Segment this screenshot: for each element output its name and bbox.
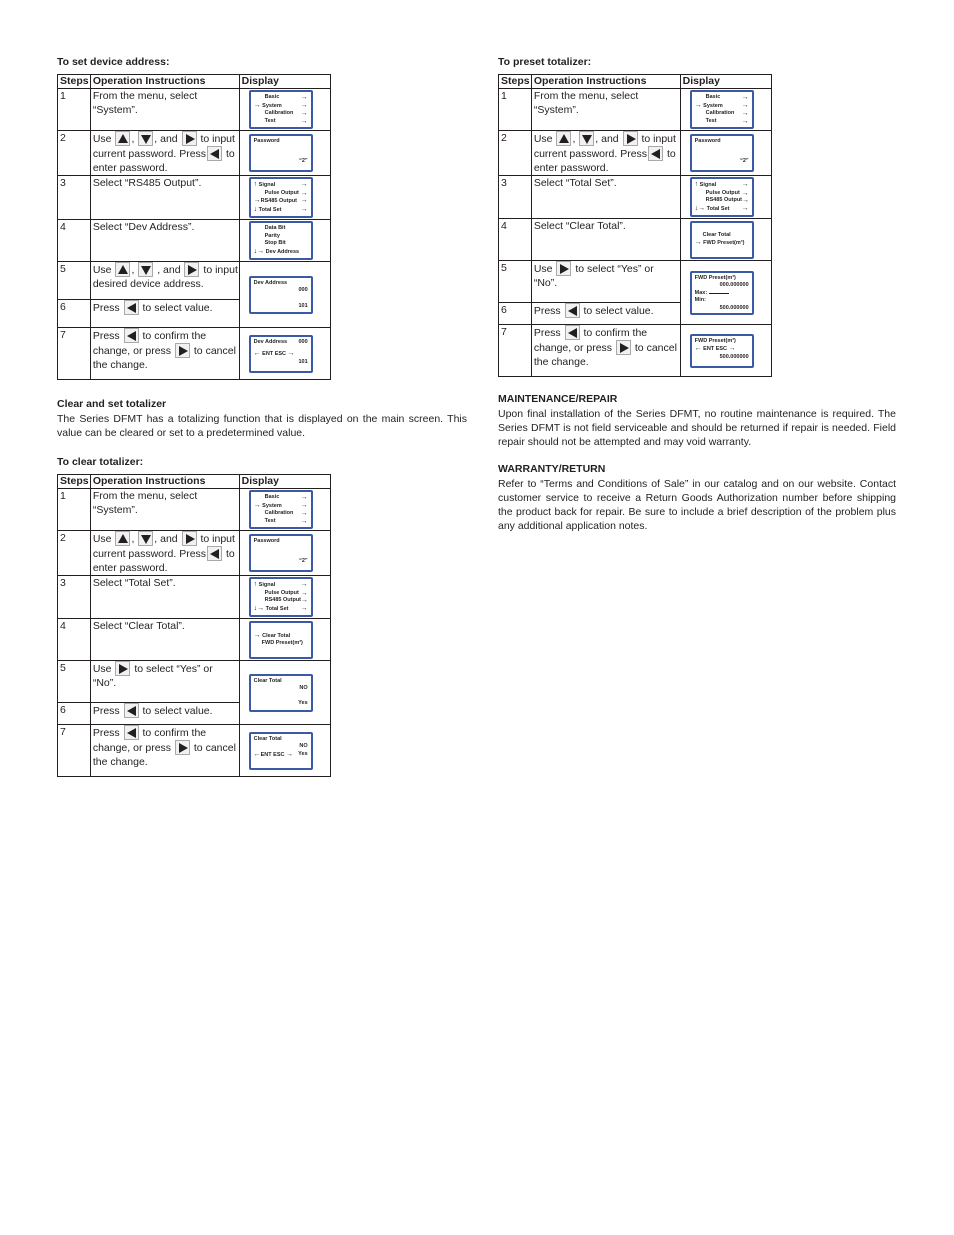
arrow-right-icon: → [253,197,261,204]
clear-totalizer-heading: To clear totalizer: [57,456,144,468]
arrow-right-icon: → [741,101,749,109]
table-row: 4 Select “Clear Total”. Clear Total → FWD Preset(m³) [499,219,772,261]
right-key-icon [175,740,190,755]
device-address-table [57,74,331,380]
lcd-clear-total: Clear Total NO Yes [249,674,313,712]
lcd-total-set-menu: Clear Total → FWD Preset(m³) [690,221,754,259]
left-key-icon [207,546,222,561]
arrow-left-icon: ← [253,350,261,357]
table-row: 4 Select “Clear Total”. → Clear Total FWD Preset(m³) [58,619,331,661]
arrow-up-icon: ↑ [694,181,699,188]
arrow-right-icon: → [300,101,308,109]
arrow-right-icon: → [300,517,308,525]
table-row: 2 Use , , and to input current password. Press to enter password. Password “2” [58,131,331,176]
arrow-right-icon: → [300,197,308,204]
lcd-main-menu: Basic → → System → Calibration → Test → [690,90,754,129]
arrow-right-icon: → [694,239,702,246]
table-row: 5 Use to select “Yes” or “No”. Clear Total NO Yes [58,661,331,703]
arrow-right-icon: → [728,345,736,352]
left-key-icon [207,146,222,161]
arrow-right-icon: → [698,204,706,212]
lcd-password: Password “2” [249,534,313,572]
arrow-right-icon: → [300,181,308,188]
lcd-total-set-menu: → Clear Total FWD Preset(m³) [249,621,313,659]
device-address-heading: To set device address: [57,56,170,68]
lcd-fwd-preset-confirm: FWD Preset(m³) ← ENT ESC → 500.000000 [690,334,754,368]
right-key-icon [616,340,631,355]
lcd-password: Password “2” [690,134,754,172]
right-key-icon [115,661,130,676]
arrow-right-icon: → [253,101,261,109]
warranty-text: Refer to “Terms and Conditions of Sale” in our catalog and on our website. Contact customer service to receive a Return Goods Authorization number before shipping the product back for repair. Be sure to include a brief description of the problem plus any additional application notes. [498,478,896,532]
lcd-clear-total-confirm: Clear Total NO ←ENT ESC → Yes [249,732,313,770]
left-key-icon [565,325,580,340]
lcd-system-menu: ↑ Signal → Pulse Output → →RS485 Output → ↓ Total Set → [249,177,313,218]
arrow-right-icon: → [300,189,308,197]
clear-totalizer-table [57,474,331,777]
left-key-icon [124,725,139,740]
arrow-right-icon: → [741,181,749,188]
preset-totalizer-heading: To preset totalizer: [498,56,592,68]
table-row: 1 From the menu, select “System”. Basic → → System → Calibration → Test → [58,489,331,531]
arrow-right-icon: → [257,604,265,612]
lcd-main-menu: Basic → → System → Calibration → Test → [249,90,313,129]
table-header-row: Steps Operation Instructions Display [58,475,331,489]
table-row: 1 From the menu, select “System”. Basic → → System → Calibration → Test → [58,89,331,131]
maintenance-text: Upon final installation of the Series DFMT, no routine maintenance is required. The Series DFMT is not field serviceable and should be returned if repair is needed. Field repair should not be attempted and may void warranty. [498,408,896,448]
arrow-right-icon: → [257,247,265,255]
up-key-icon [115,131,130,146]
table-row: 7 Press to confirm the change, or press to cancel the change. Dev Address 000 ← ENT ESC → 101 [58,328,331,380]
arrow-right-icon: → [741,117,749,125]
arrow-down-icon: ↓ [253,247,258,255]
lcd-system-menu: ↑ Signal → Pulse Output → RS485 Output → ↓→ Total Set → [690,177,754,217]
table-row: 7 Press to confirm the change, or press to cancel the change. Clear Total NO ←ENT ESC → Yes [58,725,331,777]
arrow-right-icon: → [694,101,702,109]
lcd-dev-address-confirm: Dev Address 000 ← ENT ESC → 101 [249,335,313,373]
table-row: 4 Select “Dev Address”. Data Bit Parity Stop Bit ↓→ Dev Address [58,220,331,262]
left-key-icon [648,146,663,161]
right-key-icon [182,531,197,546]
preset-totalizer-table [498,74,772,377]
arrow-right-icon: → [300,589,308,597]
right-key-icon [175,343,190,358]
table-row: 2 Use , , and to input current password. Press to enter password. Password “2” [499,131,772,176]
up-key-icon [556,131,571,146]
up-key-icon [115,262,130,277]
arrow-right-icon: → [741,189,749,197]
table-row: 6 Press to select value. [499,303,772,325]
arrow-right-icon: → [300,581,308,588]
lcd-dev-address: Dev Address 000 101 [249,276,313,314]
max-underline [709,293,729,294]
table-row: 2 Use , , and to input current password. Press to enter password. Password “2” [58,531,331,576]
arrow-down-icon: ↓ [253,604,258,612]
up-key-icon [115,531,130,546]
arrow-right-icon: → [287,350,295,357]
arrow-down-icon: ↓ [253,205,258,213]
left-column [57,56,467,777]
down-key-icon [138,262,153,277]
arrow-up-icon: ↑ [253,181,258,188]
table-header-row: Steps Operation Instructions Display [499,75,772,89]
arrow-right-icon: → [253,501,261,509]
arrow-right-icon: → [301,597,309,604]
lcd-main-menu: Basic → → System → Calibration → Test → [249,490,313,529]
maintenance-heading: MAINTENANCE/REPAIR [498,393,618,405]
arrow-right-icon: → [300,205,308,213]
table-row: 1 From the menu, select “System”. Basic → → System → Calibration → Test → [499,89,772,131]
right-key-icon [182,131,197,146]
clear-set-totalizer-heading: Clear and set totalizer [57,398,167,410]
arrow-right-icon: → [300,117,308,125]
arrow-right-icon: → [741,94,749,101]
table-row: 6 Press to select value. [58,300,331,328]
lcd-password: Password “2” [249,134,313,172]
down-key-icon [138,131,153,146]
arrow-right-icon: → [300,494,308,501]
left-key-icon [124,328,139,343]
lcd-rs485-menu: Data Bit Parity Stop Bit ↓→ Dev Address [249,221,313,260]
right-key-icon [556,261,571,276]
left-key-icon [124,703,139,718]
table-row: 5 Use , , and to input desired device address. Dev Address 000 101 [58,262,331,300]
down-key-icon [579,131,594,146]
table-row: 7 Press to confirm the change, or press to cancel the change. FWD Preset(m³) ← ENT ESC → 500.000000 [499,325,772,377]
arrow-left-icon: ← [694,345,702,352]
arrow-right-icon: → [253,631,261,639]
warranty-heading: WARRANTY/RETURN [498,463,606,475]
table-row: 3 Select “RS485 Output”. ↑ Signal → Pulse Output → →RS485 Output → ↓ Total Set → [58,176,331,220]
arrow-right-icon: → [300,604,308,612]
right-key-icon [623,131,638,146]
arrow-right-icon: → [300,510,308,517]
arrow-right-icon: → [286,750,294,758]
table-row: 3 Select “Total Set”. ↑ Signal → Pulse Output → RS485 Output → ↓→ Total Set → [499,176,772,219]
arrow-right-icon: → [300,94,308,101]
arrow-right-icon: → [741,110,749,117]
right-column [498,56,896,533]
lcd-system-menu: ↑ Signal → Pulse Output → RS485 Output → ↓→ Total Set → [249,577,313,617]
down-key-icon [138,531,153,546]
left-key-icon [565,303,580,318]
left-key-icon [124,300,139,315]
right-key-icon [184,262,199,277]
arrow-down-icon: ↓ [694,204,699,212]
arrow-right-icon: → [742,197,750,204]
table-header-row: Steps Operation Instructions Display [58,75,331,89]
arrow-right-icon: → [300,501,308,509]
arrow-right-icon: → [741,204,749,212]
lcd-fwd-preset: FWD Preset(m³) 000.000000 Max: Min: 500.000000 [690,271,754,315]
clear-set-totalizer-text: The Series DFMT has a totalizing function that is displayed on the main screen. This value can be cleared or set to a predetermined value. [57,413,467,439]
table-row: 3 Select “Total Set”. ↑ Signal → Pulse Output → RS485 Output → ↓→ Total Set → [58,576,331,619]
arrow-right-icon: → [300,110,308,117]
arrow-left-icon: ← [253,750,261,758]
arrow-up-icon: ↑ [253,581,258,588]
table-row: 6 Press to select value. [58,703,331,725]
table-row: 5 Use to select “Yes” or “No”. FWD Preset(m³) 000.000000 Max: Min: 500.000000 [499,261,772,303]
